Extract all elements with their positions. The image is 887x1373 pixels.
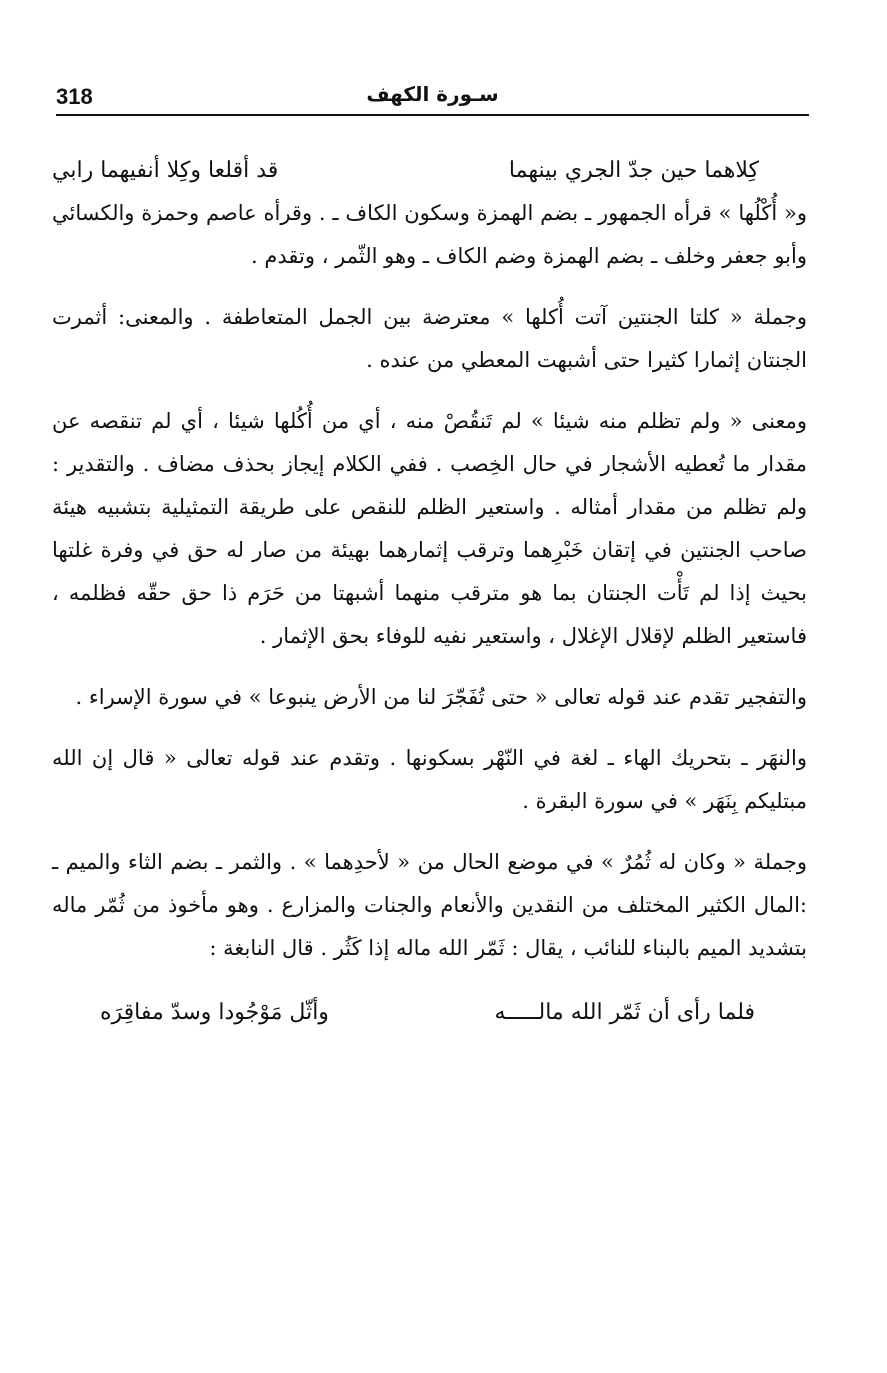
- paragraph-kilta-aljannatayn: وجملة « كلتا الجنتين آتت أُكلها » معترضة بين الجمل المتعاطفة . والمعنى: أثمرت الجنتان إثمارا كثيرا حتى أشبهت المعطي من عنده .: [52, 305, 807, 372]
- page-header: [56, 78, 809, 116]
- surah-title: سـورة الكهف: [366, 82, 499, 106]
- paragraph-tafjir: والتفجير تقدم عند قوله تعالى « حتى تُفَجّرَ لنا من الأرض ينبوعا » في سورة الإسراء .: [75, 685, 807, 709]
- poetry-verse-nabigha: [52, 992, 807, 1034]
- page-number: 318: [56, 84, 93, 109]
- verse-right-hemistich: فلما رأى أن ثَمّر الله مالـــــه: [494, 1000, 755, 1025]
- page-body: [52, 150, 807, 1034]
- paragraph-ukuluha-reading: و« أُكْلُها » قرأه الجمهور ـ بضم الهمزة وسكون الكاف ـ . وقرأه عاصم وحمزة والكسائي وأبو جعفر وخلف ـ بضم الهمزة وضم الكاف ـ وهو الثّمر ، وتقدم .: [52, 201, 807, 268]
- verse-left-hemistich: وأثّل مَوْجُودا وسدّ مفاقِرَه: [100, 1000, 329, 1025]
- poetry-verse: [52, 150, 807, 192]
- verse-right-hemistich: كِلاهما حين جدّ الجري بينهما: [508, 158, 759, 183]
- header-divider: [56, 114, 809, 116]
- paragraph-lam-tathlim: ومعنى « ولم تظلم منه شيئا » لم تَنقُصْ منه ، أي من أُكُلها شيئا ، أي لم تنقصه عن مقدار ما تُعطيه الأشجار في حال الخِصب . ففي الكلام إيجاز بحذف مضاف . والتقدير : ولم تظلم من مقدار أمثاله . واستعير الظلم للنقص على طريقة التمثيلية بتشبيه هيئة صاحب الجنتين في إتقان خَبْرِهما وترقب إثمارهما بهيئة من صار له حق في وفرة غلتها بحيث إذا لم تَأْت الجنتان بما هو مترقب منهما أشبهتا من حَرَم ذا حق حقّه فظلمه ، فاستعير الظلم لإقلال الإغلال ، واستعير نفيه للوفاء بحق الإثمار .: [52, 409, 807, 648]
- paragraph-nahar: والنهَر ـ بتحريك الهاء ـ لغة في النّهْر بسكونها . وتقدم عند قوله تعالى « قال إن الله مبتليكم بِنَهَر » في سورة البقرة .: [52, 746, 807, 813]
- paragraph-thumur: وجملة « وكان له ثُمُرٌ » في موضع الحال من « لأحدِهما » . والثمر ـ بضم الثاء والميم ـ :المال الكثير المختلف من النقدين والأنعام والجنات والمزارع . وهو مأخوذ من ثُمّر ماله بتشديد الميم بالبناء للنائب ، يقال : ثَمّر الله ماله إذا كَثُر . قال النابغة :: [52, 850, 807, 960]
- verse-left-hemistich: قد أقلعا وكِلا أنفيهما رابي: [52, 158, 279, 183]
